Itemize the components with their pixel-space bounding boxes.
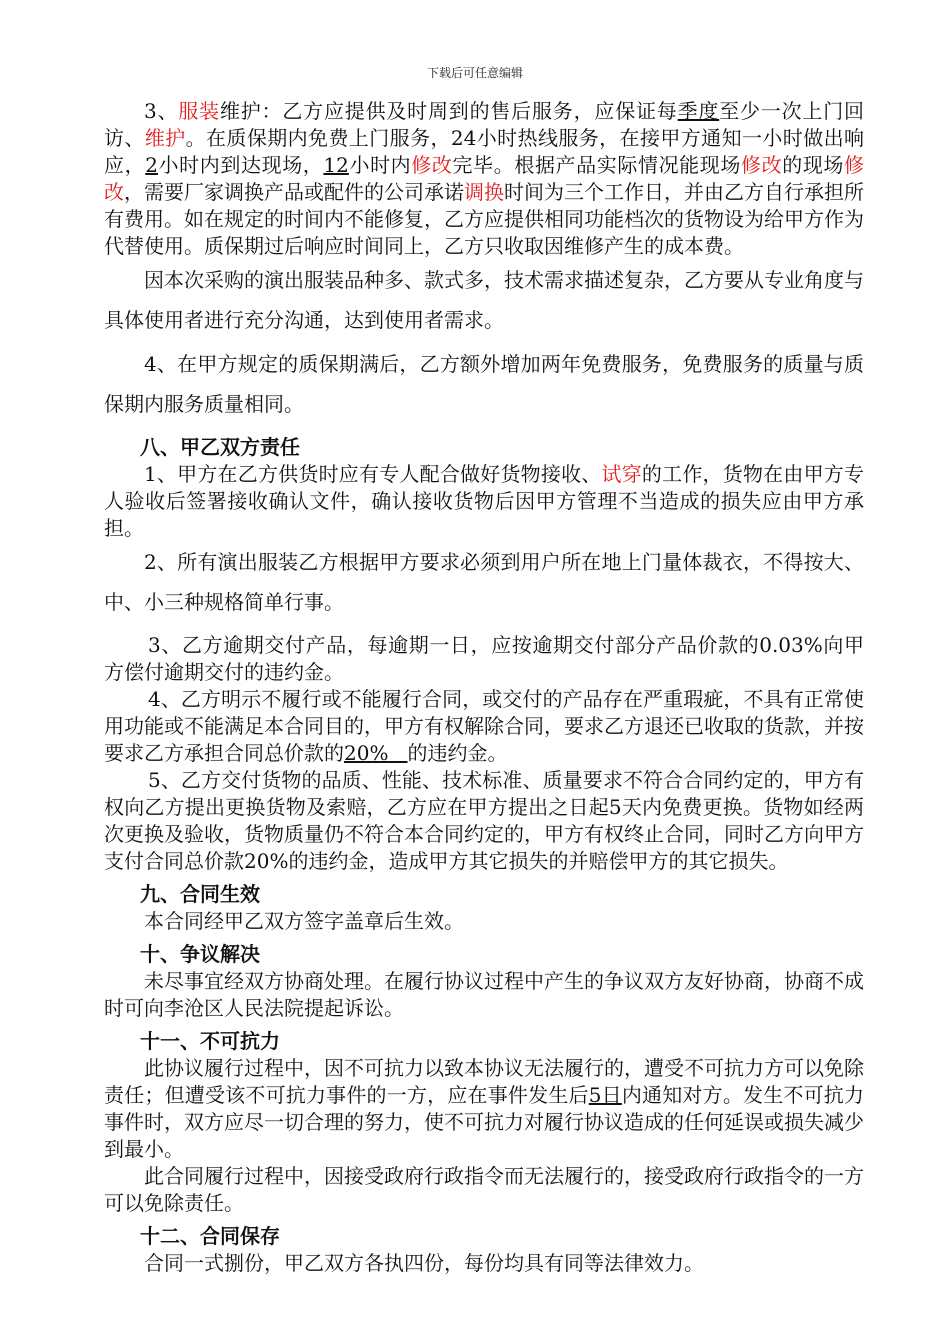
paragraph-duty-3: 3、乙方逾期交付产品，每逾期一日，应按逾期交付部分产品价款的0.03%向甲方偿付逾期交付的违约金。 (104, 633, 864, 684)
underlined-text: 5日 (588, 1083, 622, 1107)
paragraph-force-majeure-1 (104, 1055, 864, 1163)
section-heading-9: 九、合同生效 (140, 882, 260, 906)
text-run: 内通知对方。发生不可抗力事件时，双方应尽一切合理的努力，使不可抗力对履行协议造成的任何延误或损失减少到最小。 (104, 1083, 865, 1161)
section-heading-10: 十、争议解决 (140, 942, 260, 966)
paragraph-effect: 本合同经甲乙双方签字盖章后生效。 (144, 909, 464, 933)
paragraph-duty-4 (104, 686, 864, 767)
section-heading-8: 八、甲乙双方责任 (140, 435, 300, 459)
underlined-text: 2 (145, 153, 158, 177)
text-run: 。在质保期内免费上门服务，24小时热线服务，在接甲方通知一小时做出响应， (104, 126, 865, 177)
paragraph-service-3 (104, 98, 864, 260)
text-run: 此协议履行过程中，因不可抗力以致本协议无法履行的，遭受不可抗力方可以免除责任；但遭受该不可抗力事件的一方，应在事件发生后 (104, 1056, 864, 1107)
paragraph-duty-1 (104, 461, 864, 542)
underlined-text: 12 (323, 153, 349, 177)
text-run: 的工作，货物在由甲方专人验收后签署接收确认文件，确认接收货物后因甲方管理不当造成的损失应由甲方承担。 (104, 462, 864, 540)
text-run: ，需要厂家调换产品或配件的公司承诺 (124, 180, 464, 204)
highlight-text: 调换 (464, 180, 504, 204)
text-run: 的违约金。 (407, 741, 508, 765)
highlight-text: 修改 (104, 153, 865, 204)
text-run: 完毕。根据产品实际情况能现场 (452, 153, 741, 177)
section-heading-11: 十一、不可抗力 (140, 1029, 280, 1053)
paragraph-preservation: 合同一式捌份，甲乙双方各执四份，每份均具有同等法律效力。 (144, 1251, 704, 1275)
text-run: 小时内到达现场， (157, 153, 324, 177)
document-body (104, 98, 864, 1277)
highlight-text: 服装 (178, 99, 220, 123)
underlined-text: 20% (344, 741, 408, 765)
text-run: 小时内 (348, 153, 412, 177)
text-run: 1、甲方在乙方供货时应有专人配合做好货物接收、 (144, 462, 602, 486)
paragraph-duty-5: 5、乙方交付货物的品质、性能、技术标准、质量要求不符合合同约定的，甲方有权向乙方提出更换货物及索赔，乙方应在甲方提出之日起5天内免费更换。货物如经两次更换及验收，货物质量仍不符合本合同约定的，甲方有权终止合同，同时乙方向甲方支付合同总价款20%的违约金，造成甲方其它损失的并赔偿甲方的其它损失。 (104, 768, 864, 873)
text-run: 3、 (144, 99, 179, 123)
highlight-text: 试穿 (601, 462, 642, 486)
paragraph-service-4: 4、在甲方规定的质保期满后，乙方额外增加两年免费服务，免费服务的质量与质保期内服务质量相同。 (104, 352, 864, 416)
highlight-text: 修改 (741, 153, 783, 177)
paragraph-duty-2: 2、所有演出服装乙方根据甲方要求必须到用户所在地上门量体裁衣，不得按大、中、小三种规格简单行事。 (104, 550, 864, 614)
text-run: 至少一次上门回访、 (104, 99, 865, 150)
paragraph-force-majeure-2: 此合同履行过程中，因接受政府行政指令而无法履行的，接受政府行政指令的一方可以免除责任。 (104, 1164, 864, 1215)
page-header: 下载后可任意编辑 (426, 66, 523, 80)
section-heading-12: 十二、合同保存 (140, 1224, 280, 1248)
text-run: 维护：乙方应提供及时周到的售后服务，应保证每 (219, 99, 678, 123)
highlight-text: 修改 (411, 153, 453, 177)
text-run: 的现场 (782, 153, 845, 177)
text-run: 4、乙方明示不履行或不能履行合同，或交付的产品存在严重瑕疵，不具有正常使用功能或不能满足本合同目的，甲方有权解除合同，要求乙方退还已收取的货款，并按要求乙方承担合同总价款的 (104, 687, 864, 765)
text-run: 时间为三个工作日，并由乙方自行承担所有费用。如在规定的时间内不能修复，乙方应提供相同功能档次的货物设为给甲方作为代替使用。质保期过后响应时间同上，乙方只收取因维修产生的成本费。 (104, 180, 864, 258)
highlight-text: 维护 (144, 126, 186, 150)
underlined-text: 季度 (677, 99, 720, 123)
paragraph-communication: 因本次采购的演出服装品种多、款式多，技术需求描述复杂，乙方要从专业角度与具体使用者进行充分沟通，达到使用者需求。 (104, 268, 864, 332)
paragraph-dispute: 未尽事宜经双方协商处理。在履行协议过程中产生的争议双方友好协商，协商不成时可向李沧区人民法院提起诉讼。 (104, 969, 864, 1020)
